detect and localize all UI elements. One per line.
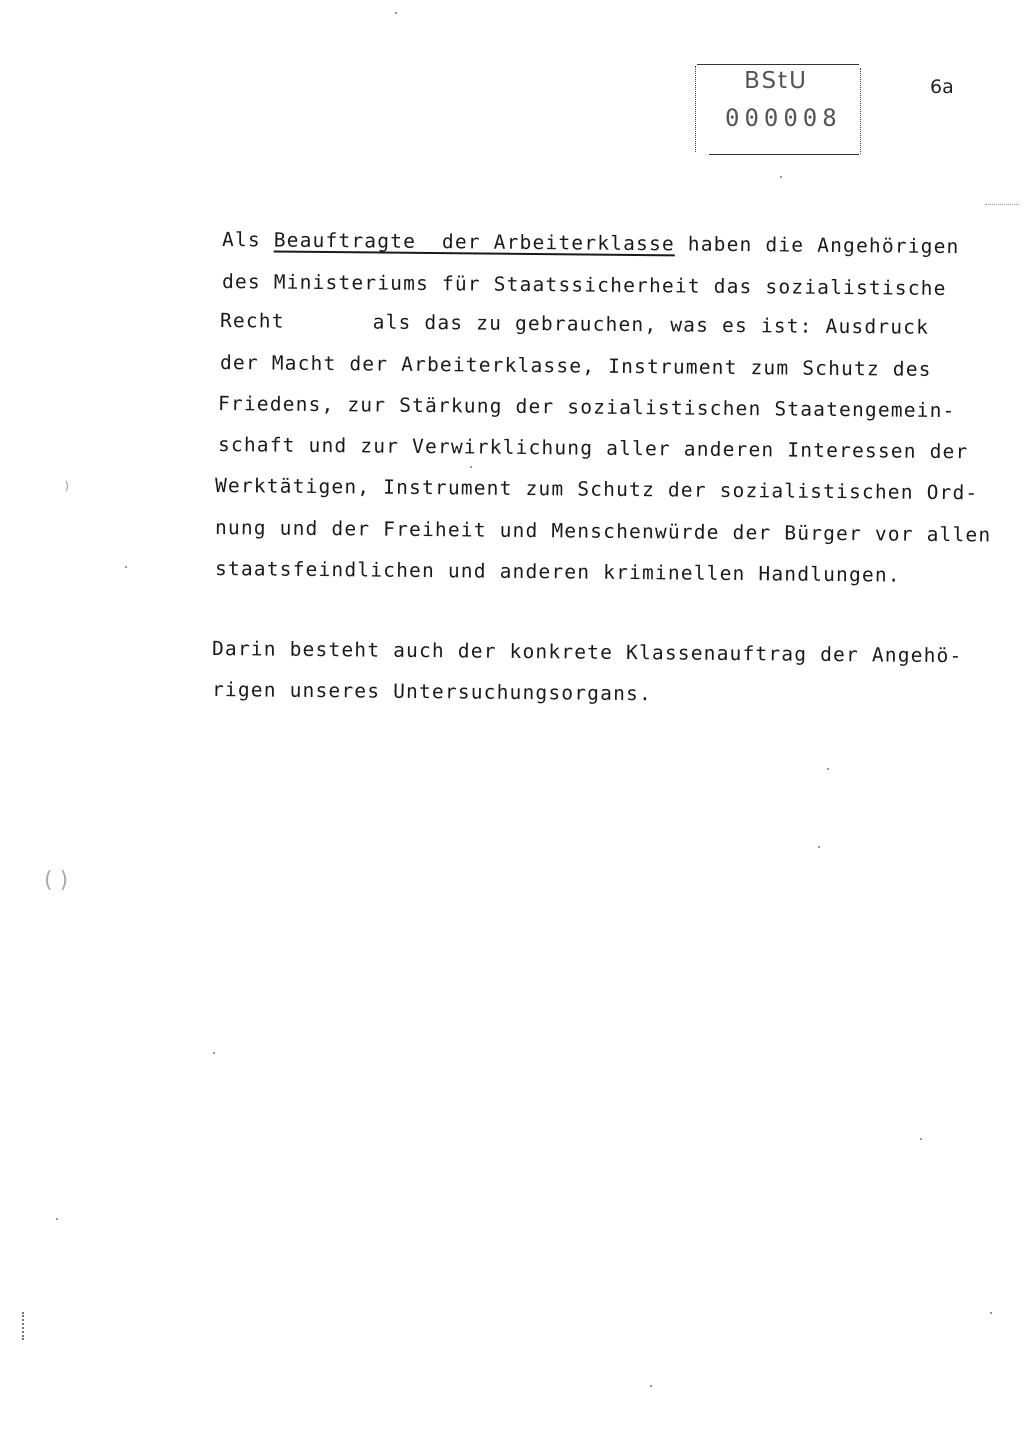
paragraph-1-line-8: nung und der Freiheit und Menschenwürde der Bürger vor allen [214, 516, 992, 547]
margin-dash [985, 204, 1019, 205]
scan-speck [818, 846, 820, 848]
text-segment: Recht [219, 309, 285, 333]
scan-speck [125, 566, 127, 568]
stamp-border-bottom [709, 154, 859, 155]
margin-punch-mark: ⁾ [64, 478, 70, 503]
stamp-serial-number: 000008 [725, 104, 842, 132]
stamp-border-left [695, 66, 696, 152]
page-number: 6a [930, 76, 954, 98]
text-segment: haben die Angehörigen [674, 232, 960, 259]
scan-speck [213, 1052, 215, 1054]
paragraph-1-line-6: schaft und zur Verwirklichung aller anderen Interessen der [217, 433, 969, 464]
scan-speck [827, 768, 829, 770]
paragraph-1-line-3 [220, 309, 929, 340]
stamp-border-top [697, 64, 859, 65]
scan-speck [650, 1385, 652, 1387]
scan-speck [990, 1312, 992, 1314]
paragraph-1-line-2: des Ministeriums für Staatssicherheit das sozialistische [221, 270, 947, 300]
scan-speck [56, 1218, 58, 1220]
paragraph-1-line-5: Friedens, zur Stärkung der sozialistischen Staatengemein- [217, 392, 956, 423]
paragraph-2-line-1: Darin besteht auch der konkrete Klassenauftrag der Angehö- [211, 637, 963, 668]
scan-speck [395, 12, 397, 14]
paragraph-1-line-4: der Macht der Arbeiterklasse, Instrument zum Schutz des [219, 351, 932, 381]
margin-punch-mark: ( ) [44, 868, 69, 893]
scan-speck [470, 466, 472, 468]
scan-speck [780, 176, 782, 178]
stamp-border-right [860, 68, 861, 154]
paragraph-1-line-7: Werktätigen, Instrument zum Schutz der sozialistischen Ord- [214, 474, 979, 505]
underlined-phrase: Beauftragte der Arbeiterklasse [273, 228, 676, 256]
text-segment: als das zu gebrauchen, was es ist: Ausdruck [372, 310, 930, 339]
scan-speck [920, 1138, 922, 1140]
text-segment: Als [221, 228, 274, 252]
paragraph-1-line-1 [222, 228, 960, 259]
margin-dots [22, 1312, 26, 1340]
paragraph-2-line-2: rigen unseres Untersuchungsorgans. [211, 678, 653, 706]
archive-stamp [695, 60, 863, 156]
paragraph-1-line-9: staatsfeindlichen und anderen kriminellen Handlungen. [214, 557, 901, 587]
stamp-agency-label: BStU [744, 68, 808, 94]
